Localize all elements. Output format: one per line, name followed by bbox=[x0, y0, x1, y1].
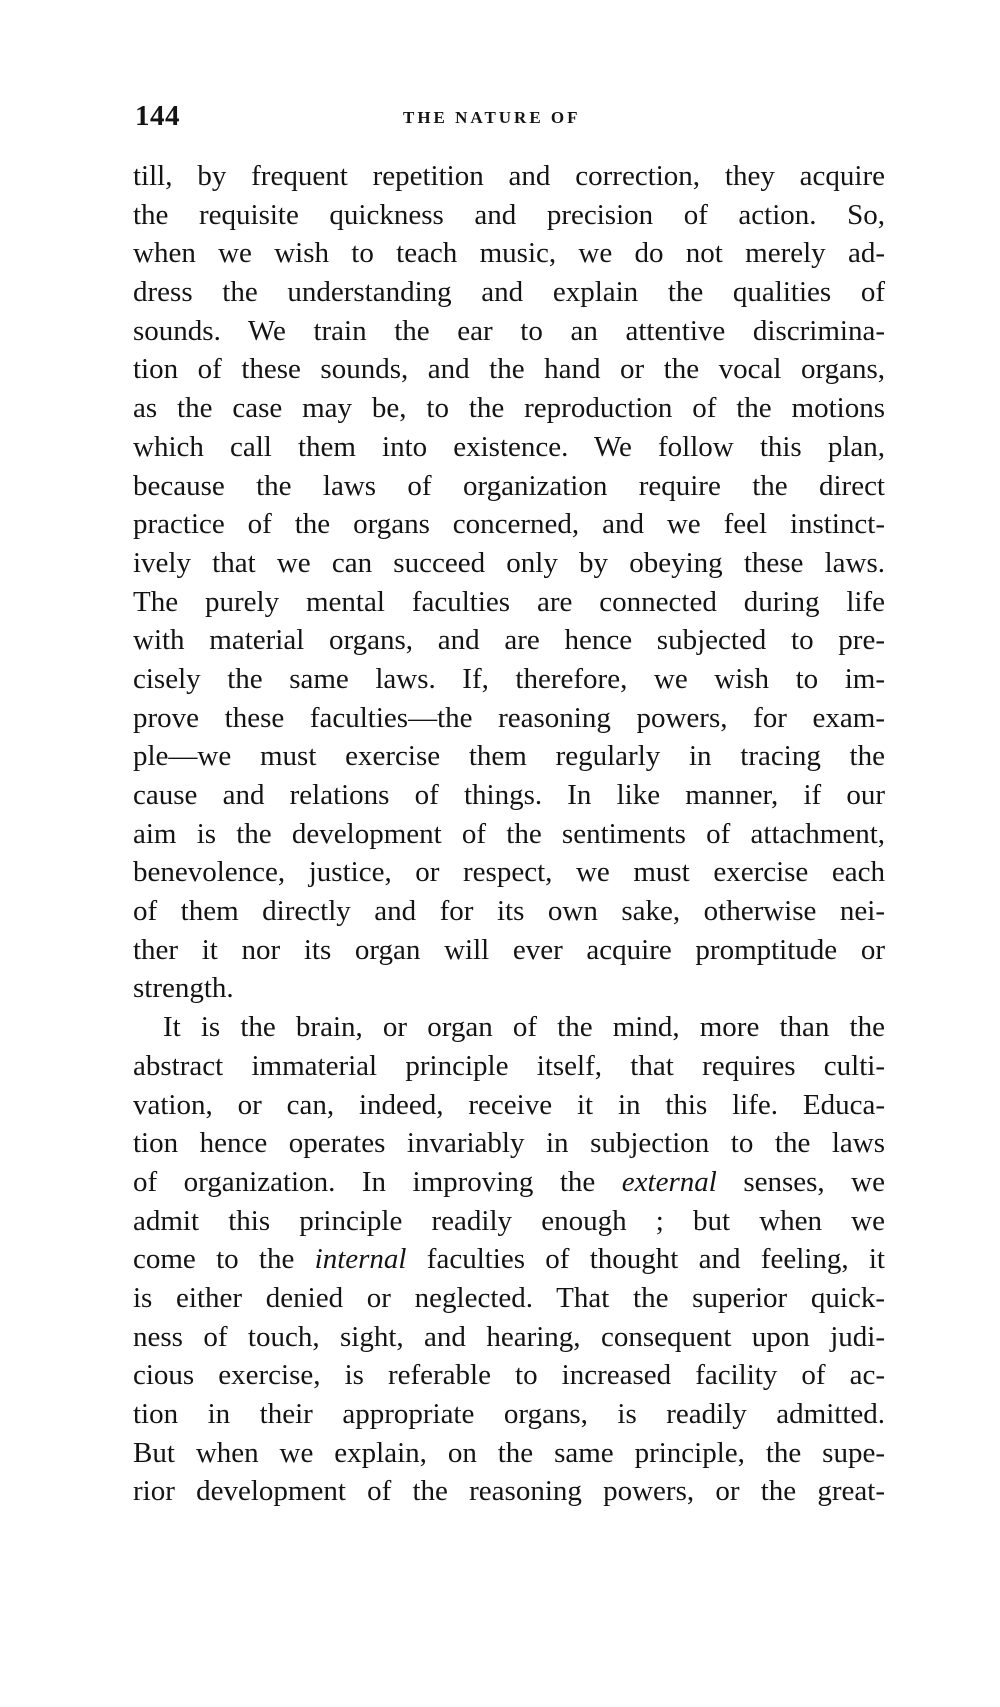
text-line: benevolence, justice, or respect, we must exercise each bbox=[133, 856, 885, 889]
text-line: tion of these sounds, and the hand or the vocal organs, bbox=[133, 353, 885, 386]
text-line: strength. bbox=[133, 972, 234, 1005]
text-line: The purely mental faculties are connected during life bbox=[133, 585, 885, 618]
paragraph-2 bbox=[133, 1008, 885, 1511]
text-line: abstract immaterial principle itself, that requires culti- bbox=[133, 1049, 885, 1082]
text-line: dress the understanding and explain the qualities of bbox=[133, 276, 885, 309]
text-line: cious exercise, is referable to increased facility of ac- bbox=[133, 1359, 885, 1392]
text-line bbox=[133, 1240, 885, 1279]
text-segment: faculties of thought and feeling, it bbox=[406, 1243, 885, 1276]
body-text bbox=[133, 157, 885, 1511]
text-line: cisely the same laws. If, therefore, we wish to im- bbox=[133, 662, 885, 695]
text-line: admit this principle readily enough ; but when we bbox=[133, 1204, 885, 1237]
text-line: ness of touch, sight, and hearing, consequent upon judi- bbox=[133, 1320, 885, 1353]
italic-word: external bbox=[621, 1165, 717, 1198]
text-line: cause and relations of things. In like manner, if our bbox=[133, 779, 885, 811]
text-line: It is the brain, or organ of the mind, more than the bbox=[163, 1011, 885, 1044]
text-segment: senses, we bbox=[716, 1165, 885, 1198]
text-line: ively that we can succeed only by obeying these laws. bbox=[133, 546, 885, 579]
italic-word: internal bbox=[314, 1243, 407, 1276]
text-line: tion in their appropriate organs, is readily admitted. bbox=[133, 1398, 885, 1430]
text-segment: of organization. In improving the bbox=[133, 1165, 622, 1198]
text-line bbox=[133, 1163, 885, 1202]
paragraph-1 bbox=[133, 157, 885, 1008]
text-line: when we wish to teach music, we do not merely ad- bbox=[133, 237, 885, 270]
text-line: which call them into existence. We follow this plan, bbox=[133, 430, 885, 463]
text-line: vation, or can, indeed, receive it in this life. Educa- bbox=[133, 1088, 885, 1121]
text-line: But when we explain, on the same principle, the supe- bbox=[133, 1436, 885, 1469]
text-line: tion hence operates invariably in subjection to the laws bbox=[133, 1127, 885, 1160]
text-line: till, by frequent repetition and correction, they acquire bbox=[133, 160, 885, 192]
text-segment: come to the bbox=[133, 1243, 315, 1276]
book-page bbox=[133, 0, 885, 1707]
text-line: sounds. We train the ear to an attentive discrimina- bbox=[133, 314, 885, 347]
text-line: rior development of the reasoning powers, or the great- bbox=[133, 1475, 885, 1508]
text-line: as the case may be, to the reproduction of the motions bbox=[133, 392, 885, 425]
text-line: prove these faculties—the reasoning powers, for exam- bbox=[133, 701, 885, 734]
page-header bbox=[133, 100, 885, 140]
page-number: 144 bbox=[135, 100, 180, 132]
text-line: ther it nor its organ will ever acquire promptitude or bbox=[133, 933, 885, 966]
text-line: ple—we must exercise them regularly in tracing the bbox=[133, 740, 885, 773]
text-line: with material organs, and are hence subjected to pre- bbox=[133, 624, 885, 657]
text-line: of them directly and for its own sake, otherwise nei- bbox=[133, 895, 885, 928]
text-line: practice of the organs concerned, and we feel instinct- bbox=[133, 508, 885, 541]
text-line: the requisite quickness and precision of action. So, bbox=[133, 198, 885, 231]
text-line: is either denied or neglected. That the superior quick- bbox=[133, 1281, 885, 1314]
text-line: aim is the development of the sentiments of attachment, bbox=[133, 817, 885, 850]
text-line: because the laws of organization require the direct bbox=[133, 469, 885, 502]
running-head: THE NATURE OF bbox=[403, 108, 581, 127]
